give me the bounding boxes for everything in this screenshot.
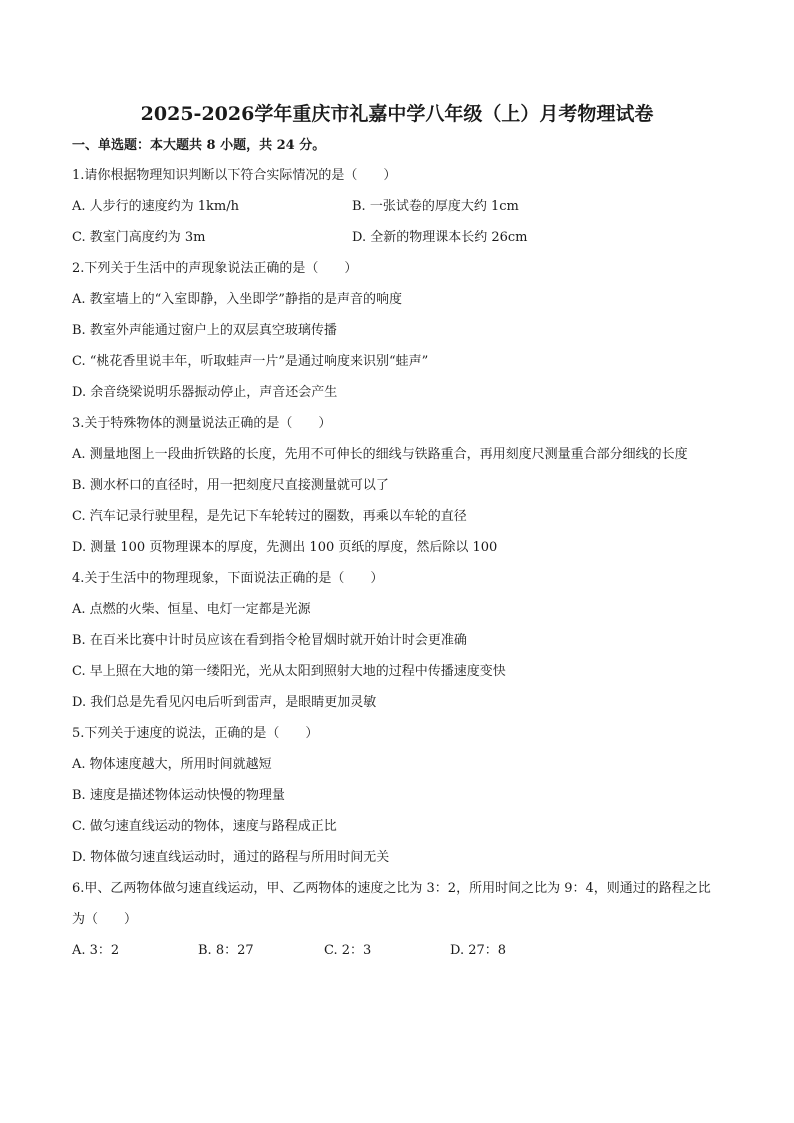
question-6-option-c: C. 2：3 <box>324 943 372 958</box>
question-1-option-d: D. 全新的物理课本长约 26cm <box>352 230 528 245</box>
question-4-option-a: A. 点燃的火柴、恒星、电灯一定都是光源 <box>72 602 311 617</box>
question-2-option-a: A. 教室墙上的“入室即静，入坐即学”静指的是声音的响度 <box>72 292 402 307</box>
question-1-option-a: A. 人步行的速度约为 1km/h <box>72 199 240 214</box>
question-2-option-c: C. “桃花香里说丰年，听取蛙声一片”是通过响度来识别“蛙声” <box>72 354 429 369</box>
question-2-option-d: D. 余音绕梁说明乐器振动停止，声音还会产生 <box>72 385 338 400</box>
section-heading: 一、单选题：本大题共 8 小题，共 24 分。 <box>72 138 326 153</box>
question-6-option-b: B. 8：27 <box>198 943 254 958</box>
question-5-option-c: C. 做匀速直线运动的物体，速度与路程成正比 <box>72 819 337 834</box>
question-3-option-d: D. 测量 100 页物理课本的厚度，先测出 100 页纸的厚度，然后除以 100 <box>72 540 498 555</box>
question-6-option-a: A. 3：2 <box>72 943 120 958</box>
question-1-option-b: B. 一张试卷的厚度大约 1cm <box>352 199 519 214</box>
question-1-stem: 1.请你根据物理知识判断以下符合实际情况的是（ ） <box>72 168 397 183</box>
question-1-option-c: C. 教室门高度约为 3m <box>72 230 206 245</box>
question-1-options-row-1 <box>72 191 722 222</box>
question-6-options-row <box>72 935 722 966</box>
question-5-stem: 5.下列关于速度的说法，正确的是（ ） <box>72 726 319 741</box>
page-title: 2025-2026学年重庆市礼嘉中学八年级（上）月考物理试卷 <box>140 103 654 125</box>
question-4-option-b: B. 在百米比赛中计时员应该在看到指令枪冒烟时就开始计时会更准确 <box>72 633 467 648</box>
question-6-stem: 6.甲、乙两物体做匀速直线运动，甲、乙两物体的速度之比为 3：2，所用时间之比为 9：4，则通过的路程之比为（ ） <box>72 881 711 927</box>
question-4-option-c: C. 早上照在大地的第一缕阳光，光从太阳到照射大地的过程中传播速度变快 <box>72 664 506 679</box>
question-6-option-d: D. 27：8 <box>450 943 507 958</box>
question-5-option-a: A. 物体速度越大，所用时间就越短 <box>72 757 272 772</box>
question-4-option-d: D. 我们总是先看见闪电后听到雷声，是眼睛更加灵敏 <box>72 695 377 710</box>
question-3-option-c: C. 汽车记录行驶里程，是先记下车轮转过的圈数，再乘以车轮的直径 <box>72 509 467 524</box>
question-1-options-row-2 <box>72 222 722 253</box>
question-3-option-b: B. 测水杯口的直径时，用一把刻度尺直接测量就可以了 <box>72 478 389 493</box>
question-5-option-b: B. 速度是描述物体运动快慢的物理量 <box>72 788 285 803</box>
question-2-option-b: B. 教室外声能通过窗户上的双层真空玻璃传播 <box>72 323 337 338</box>
question-2-stem: 2.下列关于生活中的声现象说法正确的是（ ） <box>72 261 358 276</box>
question-5-option-d: D. 物体做匀速直线运动时，通过的路程与所用时间无关 <box>72 850 390 865</box>
question-4-stem: 4.关于生活中的物理现象，下面说法正确的是（ ） <box>72 571 384 586</box>
question-3-option-a: A. 测量地图上一段曲折铁路的长度，先用不可伸长的细线与铁路重合，再用刻度尺测量重合部分细线的长度 <box>72 447 688 462</box>
question-3-stem: 3.关于特殊物体的测量说法正确的是（ ） <box>72 416 332 431</box>
